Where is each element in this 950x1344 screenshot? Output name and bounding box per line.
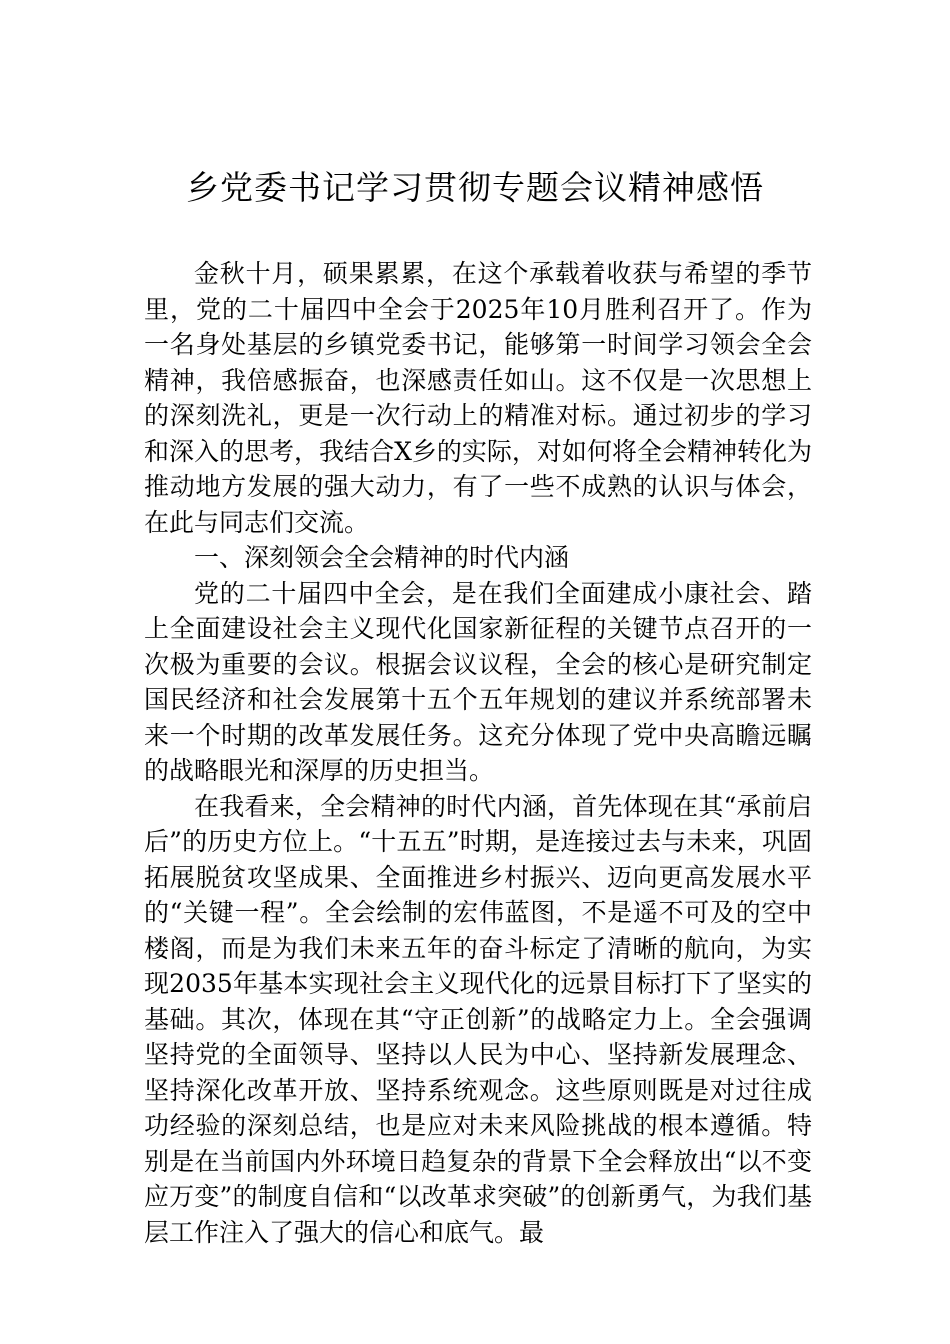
section1-paragraph-1: 党的二十届四中全会，是在我们全面建成小康社会、踏上全面建设社会主义现代化国家新征程的关键节点召开的一次极为重要的会议。根据会议议程，全会的核心是研究制定国民经济和社会发展第十五个五年规划的建议并系统部署未来一个时期的改革发展任务。这充分体现了党中央高瞻远瞩的战略眼光和深厚的历史担当。 [144,578,812,785]
document-body [144,256,812,1250]
intro-paragraph: 金秋十月，硕果累累，在这个承载着收获与希望的季节里，党的二十届四中全会于2025年10月胜利召开了。作为一名身处基层的乡镇党委书记，能够第一时间学习领会全会精神，我倍感振奋，也深感责任如山。这不仅是一次思想上的深刻洗礼，更是一次行动上的精准对标。通过初步的学习和深入的思考，我结合X乡的实际，对如何将全会精神转化为推动地方发展的强大动力，有了一些不成熟的认识与体会，在此与同志们交流。 [144,259,812,537]
document-title: 乡党委书记学习贯彻专题会议精神感悟 [186,168,764,207]
section-heading-1: 一、深刻领会全会精神的时代内涵 [194,543,570,572]
section1-paragraph-2: 在我看来，全会精神的时代内涵，首先体现在其“承前启后”的历史方位上。“十五五”时期，是连接过去与未来，巩固拓展脱贫攻坚成果、全面推进乡村振兴、迈向更高发展水平的“关键一程”。全会绘制的宏伟蓝图，不是遥不可及的空中楼阁，而是为我们未来五年的奋斗标定了清晰的航向，为实现2035年基本实现社会主义现代化的远景目标打下了坚实的基础。其次，体现在其“守正创新”的战略定力上。全会强调坚持党的全面领导、坚持以人民为中心、坚持新发展理念、坚持深化改革开放、坚持系统观念。这些原则既是对过往成功经验的深刻总结，也是应对未来风险挑战的根本遵循。特别是在当前国内外环境日趋复杂的背景下全会释放出“以不变应万变”的制度自信和“以改革求突破”的创新勇气，为我们基层工作注入了强大的信心和底气。最 [144,791,812,1247]
